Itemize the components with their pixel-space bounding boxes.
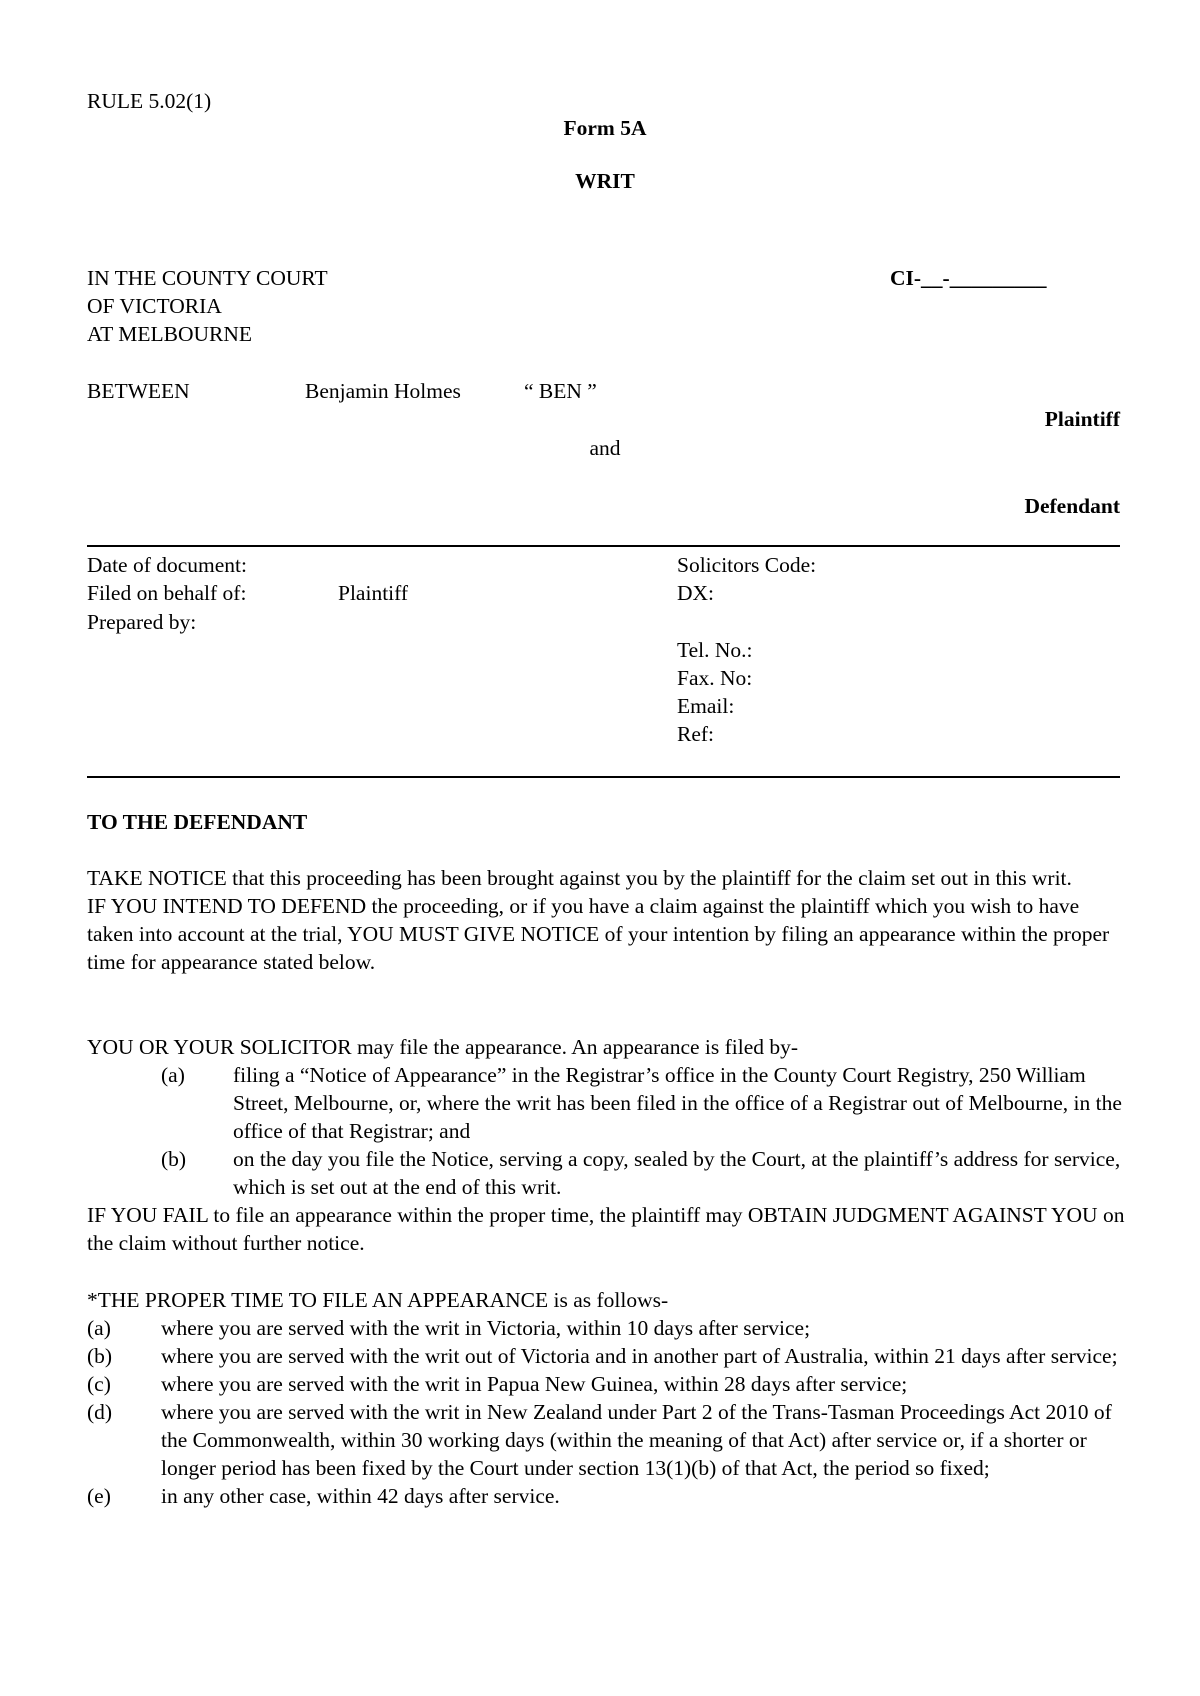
- proper-time-item-text: where you are served with the writ out of Victoria and in another part of Australia, within 21 days after service;: [161, 1344, 1118, 1368]
- filing-item-text: filing a “Notice of Appearance” in the Registrar’s office in the County Court Registry, 250 William Street, Melbourne, or, where the writ has been filed in the office of a Registrar out of Melbourne, in the office of that Registrar; and: [233, 1063, 1122, 1143]
- filing-item-label: (b): [161, 1147, 187, 1171]
- court-line-2: OF VICTORIA: [87, 294, 222, 318]
- section-heading: TO THE DEFENDANT: [87, 810, 308, 834]
- court-line-1: IN THE COUNTY COURT: [87, 266, 328, 290]
- document-title: WRIT: [575, 169, 635, 193]
- proper-time-item-label: (e): [87, 1484, 111, 1508]
- proper-time-item-text: where you are served with the writ in New Zealand under Part 2 of the Trans-Tasman Proceedings Act 2010 of the Commonwealth, within 30 working days (within the meaning of that Act) after service or, if a shorter or longer period has been fixed by the Court under section 13(1)(b) of that Act, the period so fixed;: [161, 1400, 1112, 1480]
- solicitor-intro: YOU OR YOUR SOLICITOR may file the appearance. An appearance is filed by-: [87, 1035, 799, 1059]
- top-divider: [87, 545, 1120, 547]
- proper-time-item-text: where you are served with the writ in Papua New Guinea, within 28 days after service;: [161, 1372, 908, 1396]
- proper-time-item-label: (d): [87, 1400, 113, 1424]
- plaintiff-alias: “ BEN ”: [524, 379, 597, 403]
- filed-on-behalf-label: Filed on behalf of:: [87, 581, 247, 605]
- filing-item-label: (a): [161, 1063, 185, 1087]
- proper-time-item-label: (c): [87, 1372, 111, 1396]
- filing-item: [87, 1145, 1127, 1201]
- form-number: Form 5A: [563, 116, 647, 140]
- proper-time-item-label: (b): [87, 1344, 113, 1368]
- intend-to-defend-text: IF YOU INTEND TO DEFEND the proceeding, or if you have a claim against the plaintiff which you wish to have taken into account at the trial, YOU MUST GIVE NOTICE of your intention by filing an appearance within the proper time for appearance stated below.: [87, 894, 1110, 974]
- email-label: Email:: [677, 694, 735, 718]
- proper-time-item: [87, 1370, 1127, 1398]
- ref-label: Ref:: [677, 722, 715, 746]
- take-notice-text: TAKE NOTICE that this proceeding has been brought against you by the plaintiff for the claim set out in this writ.: [87, 866, 1072, 890]
- proper-time-item: [87, 1398, 1127, 1482]
- proper-time-intro: *THE PROPER TIME TO FILE AN APPEARANCE is as follows-: [87, 1288, 669, 1312]
- solicitors-code-label: Solicitors Code:: [677, 553, 817, 577]
- fail-notice: IF YOU FAIL to file an appearance within the proper time, the plaintiff may OBTAIN JUDGMENT AGAINST YOU on the claim without further notice.: [87, 1203, 1125, 1255]
- tel-label: Tel. No.:: [677, 638, 753, 662]
- bottom-divider: [87, 776, 1120, 778]
- appearance-section: [87, 1033, 1127, 1257]
- proper-time-item: [87, 1342, 1127, 1370]
- dx-label: DX:: [677, 581, 715, 605]
- filing-item-text: on the day you file the Notice, serving a copy, sealed by the Court, at the plaintiff’s address for service, which is set out at the end of this writ.: [233, 1147, 1121, 1199]
- court-line-3: AT MELBOURNE: [87, 322, 253, 346]
- plaintiff-name: Benjamin Holmes: [305, 379, 461, 403]
- proper-time-item: [87, 1314, 1127, 1342]
- proper-time-item-text: in any other case, within 42 days after service.: [161, 1484, 560, 1508]
- fax-label: Fax. No:: [677, 666, 753, 690]
- filed-on-behalf-value: Plaintiff: [338, 581, 409, 605]
- defendant-role: Defendant: [1024, 494, 1120, 518]
- proper-time-item-label: (a): [87, 1316, 111, 1340]
- case-number: CI-__-_________: [890, 266, 1047, 290]
- take-notice-paragraph: [87, 864, 1127, 976]
- rule-reference: RULE 5.02(1): [87, 89, 212, 113]
- proper-time-section: [87, 1286, 1127, 1510]
- date-of-document-label: Date of document:: [87, 553, 248, 577]
- filing-item: [87, 1061, 1127, 1145]
- proper-time-item: [87, 1482, 1127, 1510]
- and-separator: and: [589, 436, 621, 460]
- proper-time-item-text: where you are served with the writ in Victoria, within 10 days after service;: [161, 1316, 811, 1340]
- plaintiff-role: Plaintiff: [1044, 407, 1120, 431]
- prepared-by-label: Prepared by:: [87, 610, 197, 634]
- between-label: BETWEEN: [87, 379, 190, 403]
